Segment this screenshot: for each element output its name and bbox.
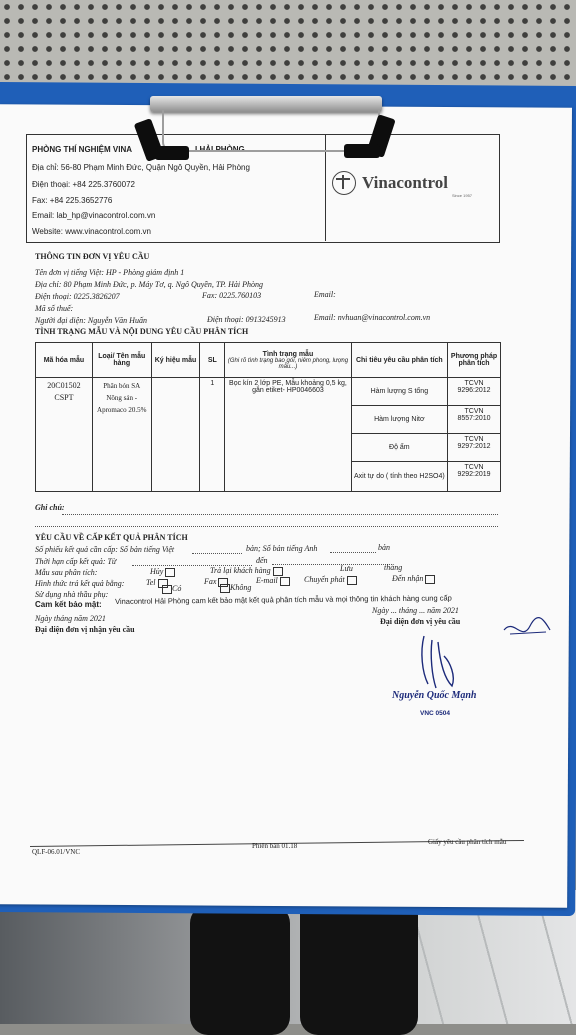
footer-title: Giấy yêu cầu phân tích mẫu [428, 838, 507, 846]
col-header-symbol: Ký hiệu mẫu [151, 343, 200, 378]
cell-sample-name: Phân bón SA Nông sản - Apromaco 20.5% [92, 378, 151, 492]
cell-param-4: Axit tự do ( tính theo H2SO4) [351, 462, 447, 492]
cell-param-3: Độ ẩm [351, 434, 447, 462]
logo-text: Vinacontrol [362, 173, 448, 192]
sample-table [35, 342, 501, 492]
lab-fax: Fax: +84 225.3652776 [32, 196, 113, 205]
result-copies-unit2: bản [378, 543, 390, 552]
cell-sample-symbol [151, 378, 200, 492]
copies-en-line [330, 552, 376, 553]
form-label: Hình thức trả kết quả bằng: [35, 579, 125, 588]
result-heading: YÊU CẦU VỀ CẤP KẾT QUẢ PHÂN TÍCH [35, 533, 188, 542]
table-header-row [36, 343, 501, 378]
cell-param-2: Hàm lượng Nitơ [351, 406, 447, 434]
lab-name: PHÒNG THÍ NGHIỆM VINA [32, 145, 133, 154]
requester-address: Địa chỉ: 80 Phạm Minh Đức, p. Máy Tơ, q. Ngô Quyền, TP. Hải Phòng [35, 280, 264, 289]
sign-left-label: Đại diện đơn vị nhận yêu cầu [35, 625, 135, 634]
form-opt-email-checkbox[interactable] [280, 577, 290, 586]
small-signature [500, 612, 552, 642]
clip-grip-right-tip [344, 144, 380, 158]
commit-text: Vinacontrol Hải Phòng cam kết bảo mật kết quả phân tích mẫu và mọi thông tin khách hàng cung cấp [115, 593, 452, 606]
sub-opt-yes-label: Có [172, 584, 182, 593]
requester-unit-name: Tên đơn vị tiếng Việt: HP - Phòng giám định 1 [35, 268, 185, 277]
shoe-left [190, 905, 290, 1035]
cell-sample-code: 20C01502 CSPT [36, 378, 93, 492]
requester-rep: Người đại diện: Nguyễn Văn Huấn [35, 316, 147, 325]
col-header-name: Loại/ Tên mẫu hàng [92, 343, 151, 378]
scales-icon [332, 171, 356, 195]
form-opt-pickup-checkbox[interactable] [425, 575, 435, 584]
signer-name: Nguyễn Quốc Mạnh [392, 690, 477, 701]
form-opt-email[interactable] [256, 576, 290, 586]
col-header-method: Phương pháp phân tích [448, 343, 501, 378]
clip-grip-left-tip [155, 146, 189, 160]
col-header-code: Mã hóa mẫu [36, 343, 93, 378]
requester-rep-phone: Điện thoại: 0913245913 [207, 315, 286, 324]
result-deadline-to: đến [256, 556, 268, 565]
footer-version: Phiên bản 01.18 [252, 842, 298, 850]
lab-address: Địa chỉ: 56-80 Phạm Minh Đức, Quận Ngô Quyền, Hải Phòng [32, 163, 250, 172]
requester-rep-email: Email: nvhuan@vinacontrol.com.vn [314, 313, 431, 322]
main-signature [414, 632, 464, 692]
col-header-qty: SL [200, 343, 225, 378]
vinacontrol-logo [332, 171, 448, 195]
form-opt-email-label: E-mail [256, 576, 278, 585]
after-label: Mẫu sau phân tích: [35, 568, 98, 577]
copies-vn-line [192, 553, 242, 554]
cell-method-3: TCVN 9297:2012 [448, 434, 501, 462]
form-opt-post[interactable] [304, 575, 357, 585]
sub-opt-no-label: Không [230, 583, 252, 592]
cell-sample-status: Bọc kín 2 lớp PE, Mẫu khoảng 0,5 kg, gắn etiket- HP0046603 [225, 378, 351, 492]
samples-heading: TÌNH TRẠNG MẪU VÀ NỘI DUNG YÊU CẦU PHÂN TÍCH [35, 327, 249, 336]
cell-method-4: TCVN 9292:2019 [448, 462, 501, 492]
col-header-status [225, 343, 351, 378]
result-deadline: Thời hạn cấp kết quả: Từ [35, 557, 117, 566]
subcontract-label: Sử dụng nhà thầu phụ: [35, 590, 109, 599]
col-header-status-note: (Ghi rõ tình trạng bao gói, niêm phong, lượng mẫu...) [227, 357, 349, 370]
shoe-right [300, 895, 418, 1035]
after-opt-return-label: Trả lại khách hàng [210, 566, 271, 575]
sub-opt-yes-checkbox[interactable] [162, 585, 172, 594]
lab-website: Website: www.vinacontrol.com.vn [32, 227, 152, 236]
requester-phone: Điện thoại: 0225.3826207 [35, 292, 120, 301]
requester-heading: THÔNG TIN ĐƠN VỊ YÊU CẦU [35, 252, 150, 261]
form-opt-pickup[interactable] [392, 574, 435, 584]
sub-opt-yes[interactable] [160, 584, 181, 594]
after-opt-destroy[interactable] [150, 567, 175, 577]
form-opt-fax-label: Fax [204, 577, 217, 586]
signer-stamp: VNC 0504 [420, 710, 450, 717]
logo-subtitle: Since 1957 [452, 193, 473, 198]
cell-method-1: TCVN 9296:2012 [448, 378, 501, 406]
result-copies-unit: bản; Số bản tiếng Anh [246, 544, 318, 553]
sub-opt-no-checkbox[interactable] [220, 584, 230, 593]
after-opt-months: tháng [384, 563, 403, 572]
result-copies: Số phiếu kết quả cần cấp: Số bản tiếng Việt [35, 545, 175, 554]
commit-label: Cam kết bảo mật: [35, 600, 102, 609]
form-opt-tel-label: Tel [146, 578, 156, 587]
requester-fax: Fax: 0225.760103 [202, 291, 262, 300]
after-opt-destroy-label: Hủy [150, 567, 164, 576]
form-opt-post-label: Chuyển phát [304, 575, 345, 584]
sub-opt-no[interactable] [218, 583, 251, 593]
after-opt-return-checkbox[interactable] [273, 567, 283, 576]
col-header-param: Chỉ tiêu yêu cầu phân tích [351, 343, 447, 378]
form-opt-post-checkbox[interactable] [347, 576, 357, 585]
footer-form-code: QLF-06.01/VNC [32, 848, 81, 856]
notes-line-1 [62, 514, 498, 515]
lab-phone: Điện thoại: +84 225.3760072 [32, 180, 135, 189]
cell-method-2: TCVN 8557:2010 [448, 406, 501, 434]
after-opt-return[interactable] [210, 566, 283, 576]
sign-right-label: Đại diện đơn vị yêu cầu [380, 617, 461, 626]
deadline-to-line [272, 564, 392, 565]
notes-label: Ghi chú: [35, 503, 65, 512]
date-left: Ngày tháng năm 2021 [35, 614, 106, 623]
cell-sample-qty: 1 [200, 378, 225, 492]
date-right: Ngày ... tháng ... năm 2021 [372, 606, 459, 615]
after-opt-destroy-checkbox[interactable] [165, 568, 175, 577]
form-opt-pickup-label: Đến nhận [392, 574, 424, 583]
table-row [36, 378, 501, 406]
lab-name-end: I HẢI PHÒNG [195, 145, 245, 154]
requester-email: Email: [314, 290, 336, 299]
col-header-status-title: Tình trạng mẫu [262, 350, 314, 358]
after-opt-keep: Lưu [340, 564, 353, 573]
notes-line-2 [35, 526, 498, 527]
requester-tax: Mã số thuế: [35, 304, 74, 313]
cell-param-1: Hàm lượng S tổng [351, 378, 447, 406]
lab-email: Email: lab_hp@vinacontrol.com.vn [32, 211, 156, 220]
